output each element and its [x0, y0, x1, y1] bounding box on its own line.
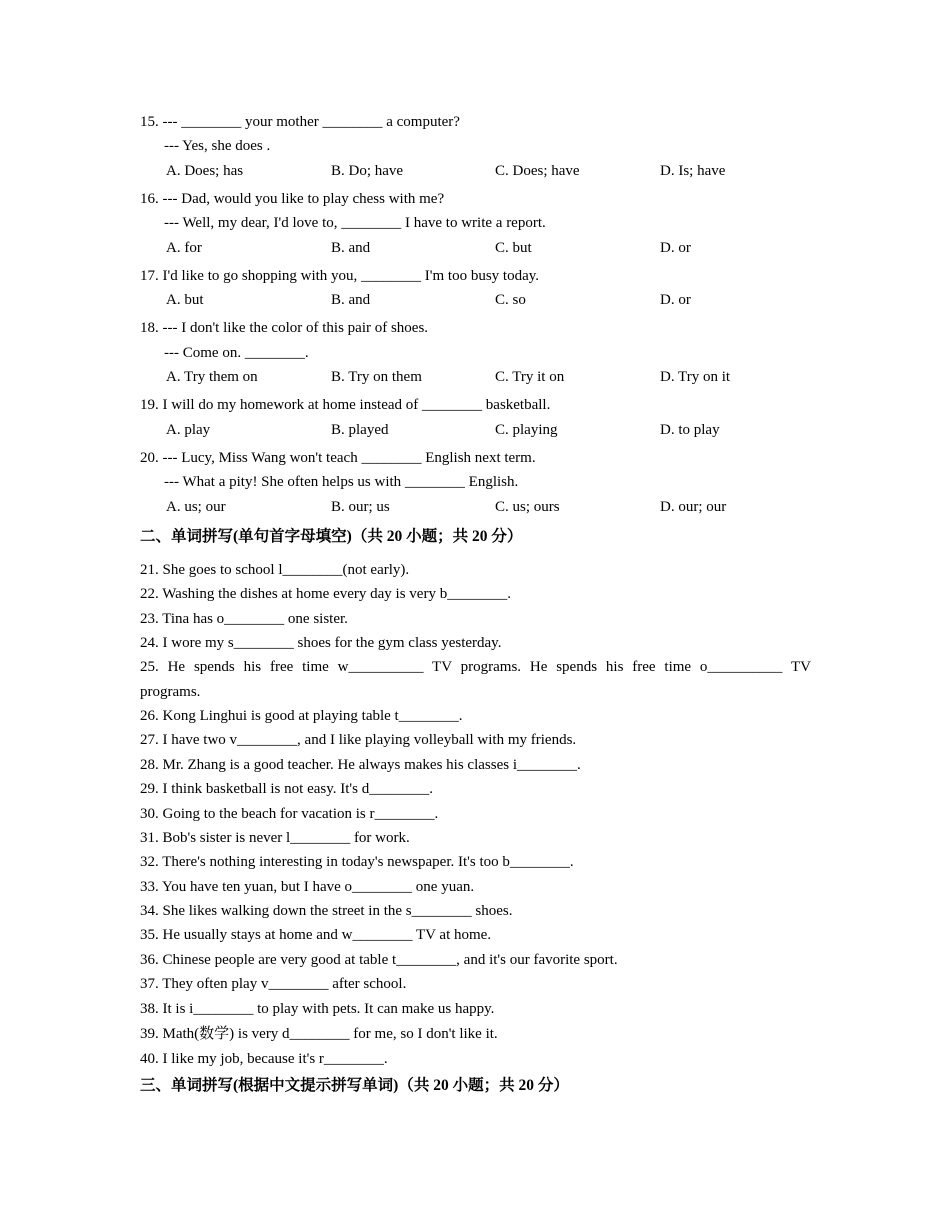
option-b: B. Do; have	[331, 163, 404, 179]
list-item: 39. Math(数学) is very d________ for me, so I don't like it.	[140, 1026, 498, 1042]
list-item: 37. They often play v________ after school.	[140, 976, 407, 992]
option-b: B. played	[331, 422, 389, 438]
option-d: D. Try on it	[660, 369, 731, 385]
option-a: A. for	[166, 240, 202, 256]
option-c: C. us; ours	[495, 499, 560, 515]
option-d: D. or	[660, 292, 691, 308]
question-17-stem: 17. I'd like to go shopping with you, ________ I'm too busy today.	[140, 268, 540, 284]
question-16-reply: --- Well, my dear, I'd love to, ________ I have to write a report.	[164, 215, 546, 231]
question-18-stem: 18. --- I don't like the color of this pair of shoes.	[140, 320, 429, 336]
question-16-stem: 16. --- Dad, would you like to play chess with me?	[140, 191, 445, 207]
list-item: 26. Kong Linghui is good at playing table t________.	[140, 708, 463, 724]
section-3-heading: 三、单词拼写(根据中文提示拼写单词)（共 20 小题；共 20 分）	[140, 1077, 569, 1094]
option-b: B. and	[331, 240, 371, 256]
option-c: C. so	[495, 292, 526, 308]
question-18-reply: --- Come on. ________.	[164, 345, 309, 361]
list-item: 22. Washing the dishes at home every day is very b________.	[140, 586, 511, 602]
question-15-reply: --- Yes, she does .	[164, 138, 271, 154]
list-item: 38. It is i________ to play with pets. It can make us happy.	[140, 1001, 495, 1017]
list-item: 36. Chinese people are very good at table t________, and it's our favorite sport.	[140, 952, 618, 968]
section-2-heading: 二、单词拼写(单句首字母填空)（共 20 小题；共 20 分）	[140, 528, 523, 545]
option-c: C. Try it on	[495, 369, 565, 385]
list-item: 27. I have two v________, and I like playing volleyball with my friends.	[140, 732, 577, 748]
list-item: 24. I wore my s________ shoes for the gym class yesterday.	[140, 635, 502, 651]
option-d: D. to play	[660, 422, 720, 438]
option-b: B. and	[331, 292, 371, 308]
option-a: A. but	[166, 292, 204, 308]
question-15-stem: 15. --- ________ your mother ________ a computer?	[140, 114, 460, 130]
option-c: C. Does; have	[495, 163, 580, 179]
question-20-reply: --- What a pity! She often helps us with ________ English.	[164, 474, 519, 490]
option-a: A. Does; has	[166, 163, 244, 179]
option-a: A. Try them on	[166, 369, 258, 385]
option-c: C. but	[495, 240, 532, 256]
option-b: B. Try on them	[331, 369, 422, 385]
option-d: D. Is; have	[660, 163, 726, 179]
list-item: 40. I like my job, because it's r________.	[140, 1051, 388, 1067]
option-a: A. play	[166, 422, 211, 438]
list-item: 34. She likes walking down the street in the s________ shoes.	[140, 903, 513, 919]
list-item: 33. You have ten yuan, but I have o________ one yuan.	[140, 879, 475, 895]
option-d: D. or	[660, 240, 691, 256]
list-item: 35. He usually stays at home and w________ TV at home.	[140, 927, 492, 943]
list-item: 25. He spends his free time w__________ TV programs. He spends his free time o__________ TV	[140, 659, 811, 675]
list-item: 23. Tina has o________ one sister.	[140, 611, 348, 627]
option-a: A. us; our	[166, 499, 226, 515]
list-item: 30. Going to the beach for vacation is r________.	[140, 806, 439, 822]
question-20-stem: 20. --- Lucy, Miss Wang won't teach ________ English next term.	[140, 450, 536, 466]
list-item-continuation: programs.	[140, 684, 201, 700]
option-c: C. playing	[495, 422, 558, 438]
option-b: B. our; us	[331, 499, 390, 515]
list-item: 21. She goes to school l________(not early).	[140, 562, 410, 578]
list-item: 31. Bob's sister is never l________ for work.	[140, 830, 410, 846]
list-item: 29. I think basketball is not easy. It's d________.	[140, 781, 433, 797]
question-19-stem: 19. I will do my homework at home instead of ________ basketball.	[140, 397, 551, 413]
list-item: 28. Mr. Zhang is a good teacher. He always makes his classes i________.	[140, 757, 581, 773]
list-item: 32. There's nothing interesting in today's newspaper. It's too b________.	[140, 854, 574, 870]
option-d: D. our; our	[660, 499, 727, 515]
